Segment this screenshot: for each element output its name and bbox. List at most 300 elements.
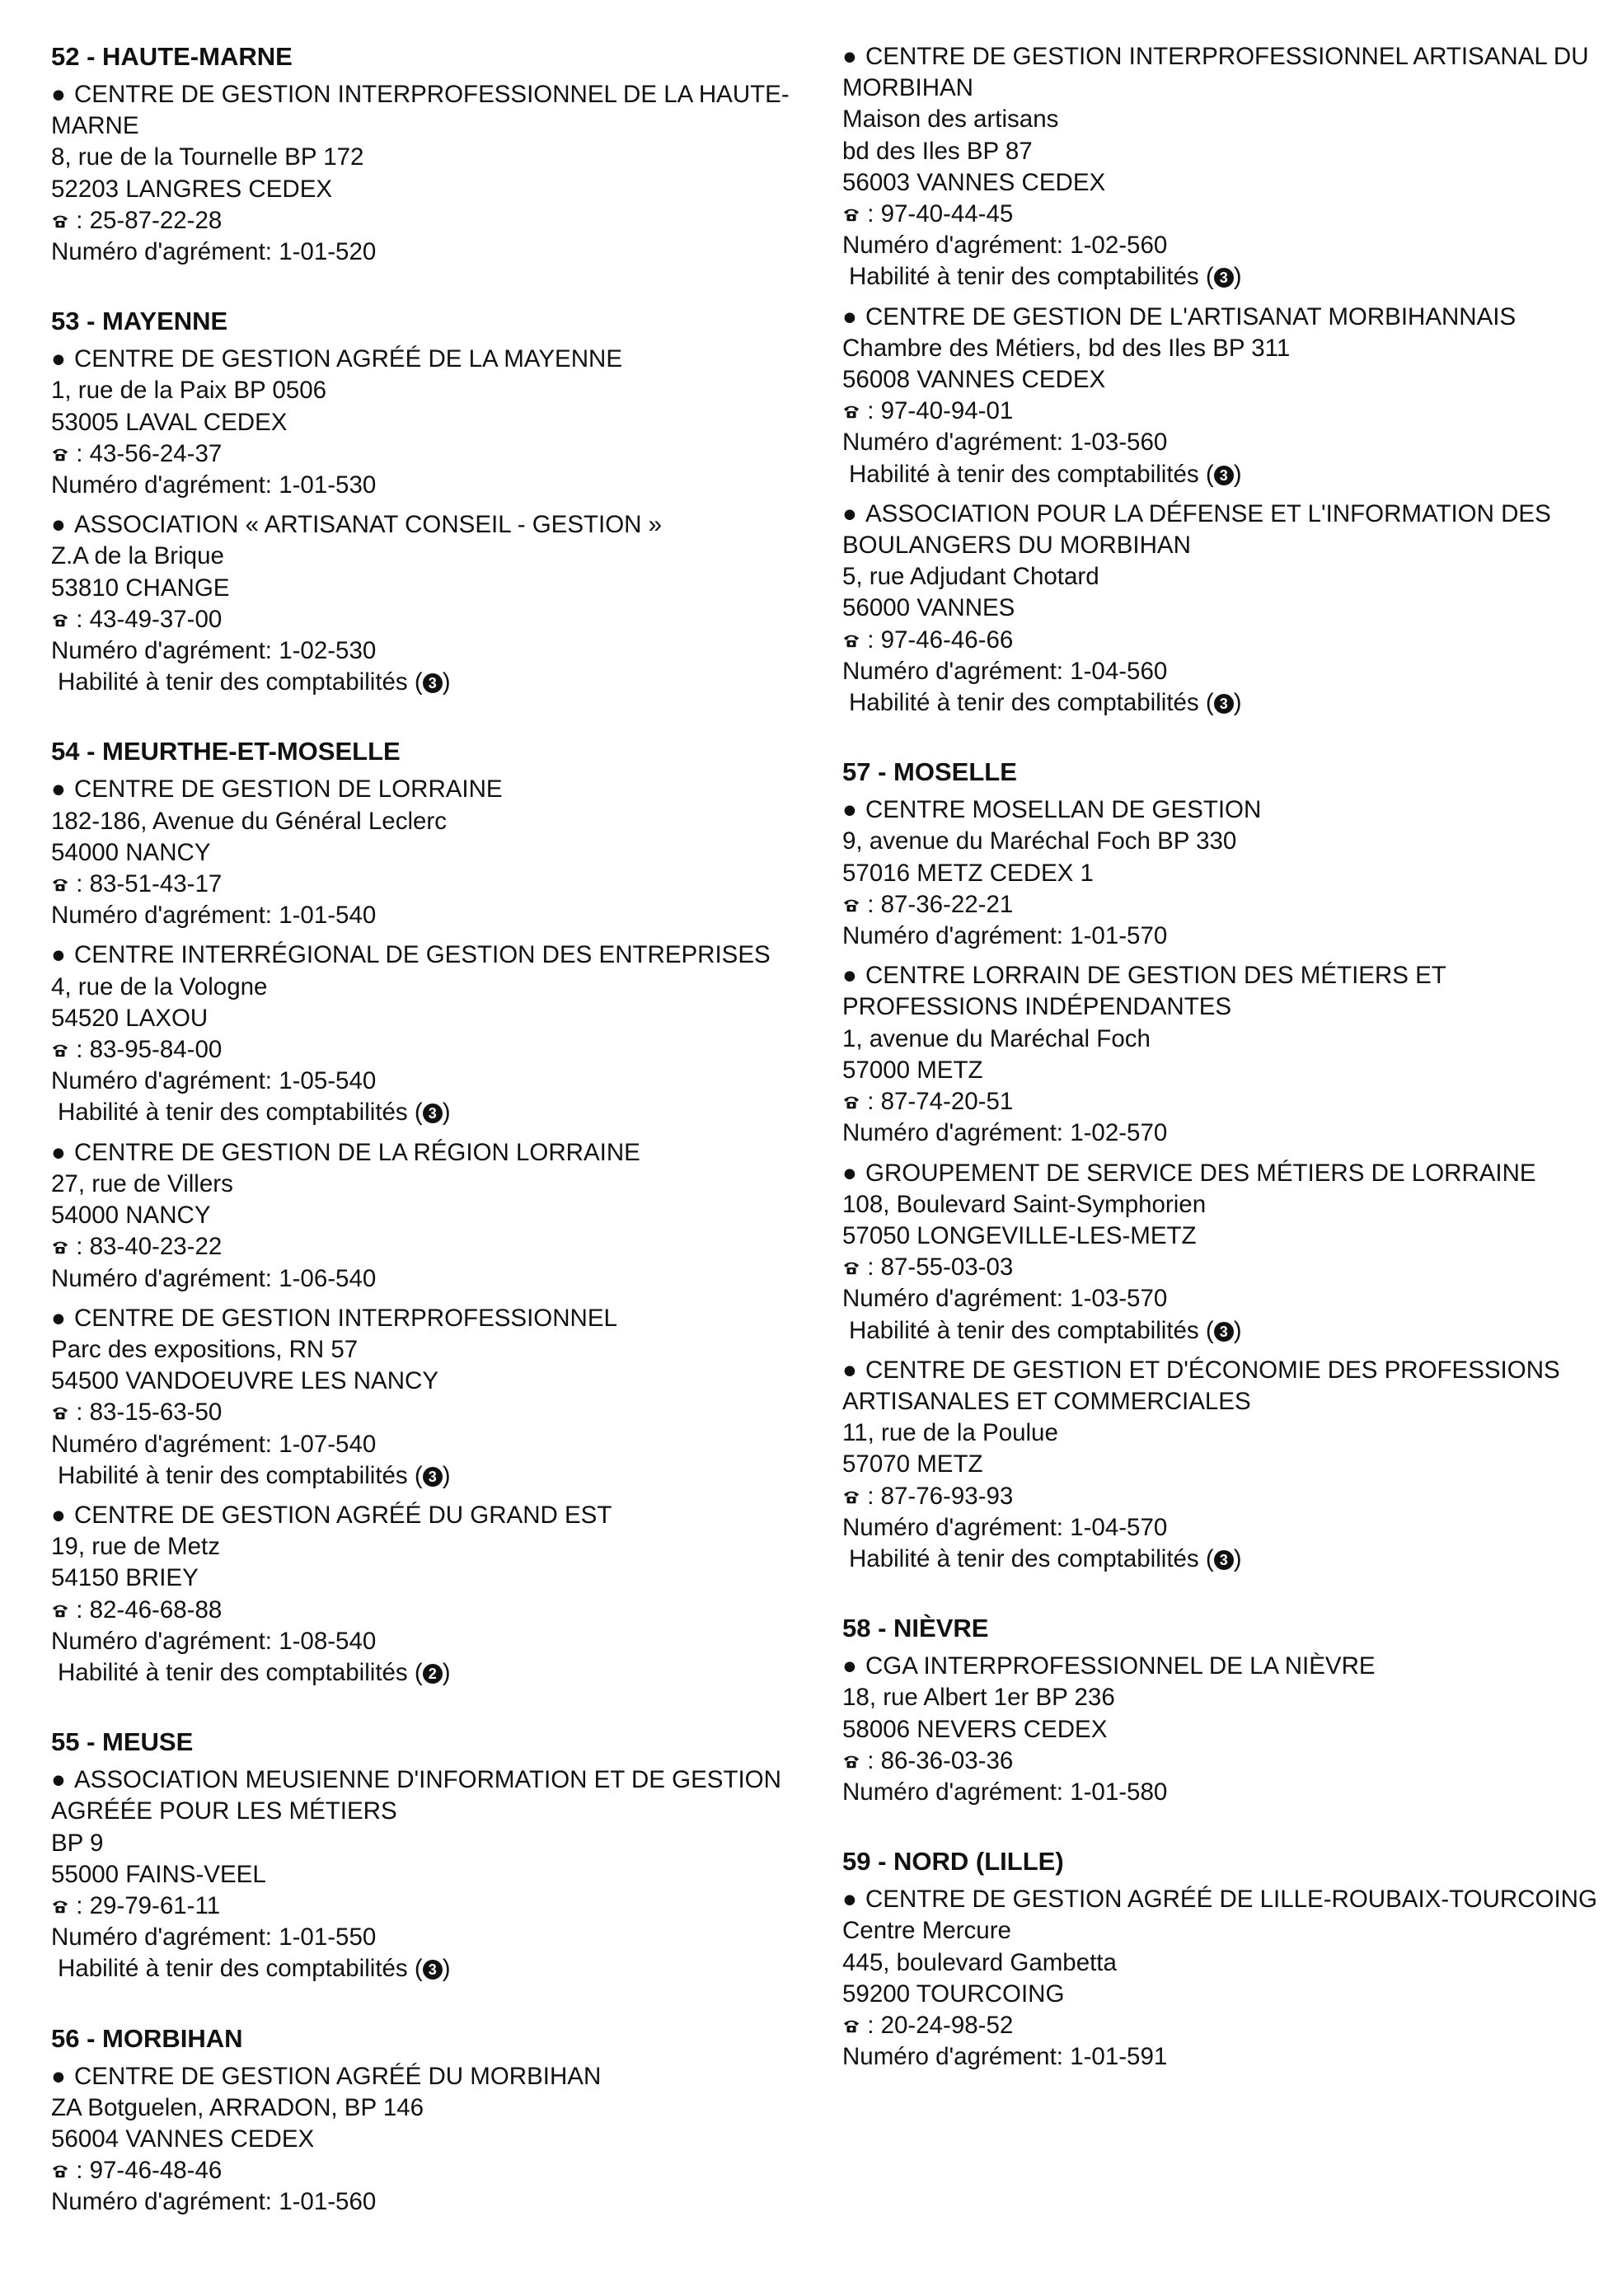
agrement-label: Numéro d'agrément: xyxy=(842,429,1071,457)
department-section xyxy=(842,757,1601,1575)
bullet-icon: ● xyxy=(51,1304,66,1332)
agrement-number: 1-01-591 xyxy=(1070,2043,1168,2071)
address-line: BP 9 xyxy=(51,1829,104,1857)
agrement-number: 1-08-540 xyxy=(279,1627,377,1655)
organization-entry xyxy=(51,1303,793,1492)
phone-prefix: : xyxy=(860,1088,881,1116)
phone-line xyxy=(842,1745,1601,1777)
address-line: 57070 METZ xyxy=(842,1450,983,1478)
organization-name-line xyxy=(842,41,1601,104)
bullet-icon: ● xyxy=(842,796,857,824)
phone-number: 43-56-24-37 xyxy=(89,439,223,467)
agrement-label: Numéro d'agrément: xyxy=(51,902,279,930)
habilite-number-badge: 3 xyxy=(423,673,443,693)
phone-number: 97-46-46-66 xyxy=(880,626,1014,654)
phone-line xyxy=(842,396,1601,427)
phone-number: 97-40-94-01 xyxy=(880,397,1014,425)
agrement-line xyxy=(842,1777,1601,1808)
department-section xyxy=(842,1846,1601,2073)
phone-line xyxy=(51,1397,793,1428)
department-heading: 55 - MEUSE xyxy=(51,1727,194,1757)
agrement-label: Numéro d'agrément: xyxy=(842,1513,1071,1541)
phone-line xyxy=(842,2010,1601,2041)
agrement-number: 1-07-540 xyxy=(279,1430,377,1458)
address-line: Centre Mercure xyxy=(842,1917,1011,1945)
organization-entry xyxy=(842,1355,1601,1575)
bullet-icon: ● xyxy=(51,1501,66,1529)
address-line: 108, Boulevard Saint-Symphorien xyxy=(842,1190,1207,1218)
address-line: 54000 NANCY xyxy=(51,838,211,866)
bullet-icon: ● xyxy=(51,775,66,804)
agrement-line xyxy=(842,1283,1601,1314)
organization-name: CENTRE DE GESTION AGRÉÉ DU GRAND EST xyxy=(74,1501,612,1529)
bullet-icon: ● xyxy=(842,43,857,70)
agrement-label: Numéro d'agrément: xyxy=(51,471,279,499)
address-line: 19, rue de Metz xyxy=(51,1533,220,1561)
department-section xyxy=(51,41,793,268)
agrement-number: 1-01-530 xyxy=(279,471,377,499)
telephone-icon xyxy=(51,2157,69,2175)
habilite-suffix: ) xyxy=(1233,460,1242,488)
habilite-number-badge: 3 xyxy=(423,1467,443,1487)
phone-number: 82-46-68-88 xyxy=(89,1595,223,1624)
address-line: 9, avenue du Maréchal Foch BP 330 xyxy=(842,827,1237,855)
habilite-label: Habilité à tenir des comptabilités ( xyxy=(849,263,1214,291)
bullet-icon: ● xyxy=(842,1886,857,1914)
organization-entry xyxy=(51,344,793,501)
address-line: 8, rue de la Tournelle BP 172 xyxy=(51,143,364,171)
habilite-line xyxy=(842,1315,1601,1347)
department-heading: 58 - NIÈVRE xyxy=(842,1614,989,1643)
organization-entry xyxy=(51,1764,793,1984)
organization-name: CENTRE DE GESTION ET D'ÉCONOMIE DES PROFESSIONS ARTISANALES ET COMMERCIALES xyxy=(842,1356,1560,1415)
telephone-icon xyxy=(842,626,860,644)
address-line: 57000 METZ xyxy=(842,1056,983,1084)
phone-prefix: : xyxy=(69,439,90,467)
organization-name-line xyxy=(51,509,793,541)
agrement-line xyxy=(51,635,793,667)
address-line: 57050 LONGEVILLE-LES-METZ xyxy=(842,1221,1197,1249)
organization-name-line xyxy=(51,939,793,971)
phone-prefix: : xyxy=(69,605,90,633)
habilite-number-badge: 3 xyxy=(1214,694,1234,714)
telephone-icon xyxy=(51,440,69,458)
phone-number: 83-51-43-17 xyxy=(89,870,223,898)
organization-name-line xyxy=(51,1764,793,1827)
bullet-icon: ● xyxy=(51,81,66,108)
agrement-number: 1-06-540 xyxy=(279,1264,377,1292)
phone-prefix: : xyxy=(860,1482,881,1510)
phone-prefix: : xyxy=(69,206,90,234)
department-section xyxy=(51,736,793,1689)
phone-line xyxy=(51,438,793,470)
agrement-label: Numéro d'agrément: xyxy=(51,1627,279,1655)
phone-number: 87-74-20-51 xyxy=(880,1088,1014,1116)
address-line: 54520 LAXOU xyxy=(51,1004,209,1032)
habilite-suffix: ) xyxy=(442,668,451,696)
habilite-number-badge: 3 xyxy=(1214,466,1234,485)
organization-entry xyxy=(51,1500,793,1689)
agrement-line xyxy=(51,237,793,268)
phone-prefix: : xyxy=(860,397,881,425)
organization-name-line xyxy=(842,960,1601,1023)
agrement-line xyxy=(842,1118,1601,1149)
telephone-icon xyxy=(842,2012,860,2030)
organization-name-line xyxy=(842,1355,1601,1417)
agrement-number: 1-01-570 xyxy=(1070,922,1168,950)
telephone-icon xyxy=(842,1483,860,1501)
habilite-line xyxy=(51,1657,793,1689)
phone-line xyxy=(842,199,1601,230)
telephone-icon xyxy=(51,1892,69,1910)
phone-line xyxy=(51,1034,793,1066)
organization-entry xyxy=(842,960,1601,1149)
department-heading: 53 - MAYENNE xyxy=(51,307,228,336)
habilite-label: Habilité à tenir des comptabilités ( xyxy=(849,460,1214,488)
organization-name-line xyxy=(51,1303,793,1334)
phone-line xyxy=(51,1231,793,1263)
habilite-suffix: ) xyxy=(1233,689,1242,717)
organization-entry xyxy=(51,79,793,268)
address-line: Z.A de la Brique xyxy=(51,542,224,570)
department-heading: 57 - MOSELLE xyxy=(842,757,1017,787)
phone-line xyxy=(51,205,793,237)
phone-prefix: : xyxy=(860,890,881,918)
agrement-number: 1-01-560 xyxy=(279,2188,377,2216)
bullet-icon: ● xyxy=(51,511,66,539)
address-line: 57016 METZ CEDEX 1 xyxy=(842,859,1094,887)
habilite-line xyxy=(51,1460,793,1492)
organization-entry xyxy=(51,1137,793,1295)
bullet-icon: ● xyxy=(842,1652,857,1680)
department-section xyxy=(842,41,1601,719)
phone-prefix: : xyxy=(69,1891,90,1919)
address-line: 56004 VANNES CEDEX xyxy=(51,2125,315,2153)
organization-name: CENTRE DE GESTION INTERPROFESSIONNEL xyxy=(74,1304,617,1332)
organization-entry xyxy=(842,1884,1601,2073)
bullet-icon: ● xyxy=(842,1356,857,1384)
agrement-line xyxy=(51,900,793,931)
department-section xyxy=(51,1727,793,1984)
organization-entry xyxy=(842,794,1601,952)
address-line: 53005 LAVAL CEDEX xyxy=(51,408,288,436)
address-line: 55000 FAINS-VEEL xyxy=(51,1860,266,1888)
address-line: 182-186, Avenue du Général Leclerc xyxy=(51,807,447,835)
telephone-icon xyxy=(51,1399,69,1417)
habilite-number-badge: 3 xyxy=(423,1103,443,1123)
organization-name-line xyxy=(842,499,1601,561)
address-line: 56003 VANNES CEDEX xyxy=(842,168,1106,196)
phone-line xyxy=(842,1086,1601,1118)
habilite-suffix: ) xyxy=(1233,1316,1242,1344)
organization-entry xyxy=(842,499,1601,719)
telephone-icon xyxy=(51,1233,69,1251)
agrement-label: Numéro d'agrément: xyxy=(51,2188,279,2216)
organization-entry xyxy=(51,509,793,698)
right-column xyxy=(842,41,1601,2111)
department-section xyxy=(51,2023,793,2219)
agrement-line xyxy=(842,1512,1601,1544)
address-line: bd des Iles BP 87 xyxy=(842,137,1033,165)
organization-name-line xyxy=(842,1651,1601,1682)
agrement-number: 1-01-580 xyxy=(1070,1778,1168,1806)
organization-name-line xyxy=(842,1158,1601,1189)
phone-line xyxy=(51,604,793,635)
agrement-label: Numéro d'agrément: xyxy=(842,1119,1071,1147)
bullet-icon: ● xyxy=(51,1138,66,1166)
phone-prefix: : xyxy=(69,1036,90,1064)
address-line: 1, avenue du Maréchal Foch xyxy=(842,1024,1151,1052)
organization-name: CENTRE DE GESTION AGRÉÉ DU MORBIHAN xyxy=(74,2062,602,2090)
agrement-number: 1-01-550 xyxy=(279,1923,377,1952)
habilite-suffix: ) xyxy=(1233,1544,1242,1572)
agrement-line xyxy=(51,470,793,501)
address-line: Chambre des Métiers, bd des Iles BP 311 xyxy=(842,334,1291,362)
bullet-icon: ● xyxy=(842,302,857,330)
phone-number: 87-76-93-93 xyxy=(880,1482,1014,1510)
telephone-icon xyxy=(842,1253,860,1272)
department-heading: 59 - NORD (LILLE) xyxy=(842,1847,1064,1877)
agrement-line xyxy=(51,2186,793,2218)
agrement-line xyxy=(842,656,1601,687)
phone-prefix: : xyxy=(69,870,90,898)
agrement-label: Numéro d'agrément: xyxy=(51,1067,279,1095)
agrement-label: Numéro d'agrément: xyxy=(842,1285,1071,1313)
agrement-number: 1-01-520 xyxy=(279,238,377,266)
habilite-line xyxy=(51,1953,793,1984)
organization-name: CENTRE INTERRÉGIONAL DE GESTION DES ENTREPRISES xyxy=(74,941,771,969)
agrement-number: 1-03-570 xyxy=(1070,1285,1168,1313)
agrement-label: Numéro d'agrément: xyxy=(842,922,1071,950)
agrement-label: Numéro d'agrément: xyxy=(842,657,1071,685)
agrement-line xyxy=(842,2041,1601,2073)
address-line: 5, rue Adjudant Chotard xyxy=(842,563,1099,591)
left-column xyxy=(51,41,793,2256)
address-line: 56008 VANNES CEDEX xyxy=(842,366,1106,394)
agrement-label: Numéro d'agrément: xyxy=(51,637,279,665)
telephone-icon xyxy=(51,606,69,624)
organization-name: CENTRE DE GESTION INTERPROFESSIONNEL ARTISANAL DU MORBIHAN xyxy=(842,43,1589,102)
habilite-number-badge: 3 xyxy=(423,1960,443,1980)
organization-name-line xyxy=(51,344,793,375)
habilite-suffix: ) xyxy=(442,1461,451,1489)
agrement-number: 1-05-540 xyxy=(279,1067,377,1095)
address-line: 1, rue de la Paix BP 0506 xyxy=(51,377,327,405)
agrement-label: Numéro d'agrément: xyxy=(51,1923,279,1952)
organization-name: CENTRE DE GESTION AGRÉÉ DE LILLE-ROUBAIX-TOURCOING xyxy=(865,1886,1597,1914)
address-line: 4, rue de la Vologne xyxy=(51,972,268,1000)
phone-line xyxy=(51,1595,793,1626)
organization-name: CENTRE LORRAIN DE GESTION DES MÉTIERS ET PROFESSIONS INDÉPENDANTES xyxy=(842,962,1446,1021)
address-line: 445, boulevard Gambetta xyxy=(842,1948,1117,1976)
agrement-label: Numéro d'agrément: xyxy=(842,232,1071,260)
habilite-label: Habilité à tenir des comptabilités ( xyxy=(849,1544,1214,1572)
organization-name: CGA INTERPROFESSIONNEL DE LA NIÈVRE xyxy=(865,1652,1376,1680)
address-line: 27, rue de Villers xyxy=(51,1169,233,1197)
organization-name-line xyxy=(842,794,1601,826)
organization-name: CENTRE MOSELLAN DE GESTION xyxy=(865,796,1262,824)
habilite-suffix: ) xyxy=(442,1099,451,1127)
organization-entry xyxy=(842,1158,1601,1347)
address-line: Maison des artisans xyxy=(842,105,1059,134)
habilite-number-badge: 3 xyxy=(1214,1322,1234,1342)
agrement-line xyxy=(51,1626,793,1657)
agrement-number: 1-02-570 xyxy=(1070,1119,1168,1147)
habilite-number-badge: 3 xyxy=(1214,1550,1234,1570)
phone-number: 97-40-44-45 xyxy=(880,200,1014,228)
phone-number: 20-24-98-52 xyxy=(880,2011,1014,2039)
agrement-number: 1-03-560 xyxy=(1070,429,1168,457)
agrement-line xyxy=(842,230,1601,261)
department-heading: 56 - MORBIHAN xyxy=(51,2023,243,2053)
address-line: Parc des expositions, RN 57 xyxy=(51,1335,359,1363)
habilite-line xyxy=(51,667,793,698)
phone-prefix: : xyxy=(860,2011,881,2039)
bullet-icon: ● xyxy=(51,2062,66,2090)
agrement-label: Numéro d'agrément: xyxy=(842,1778,1071,1806)
agrement-line xyxy=(51,1429,793,1460)
telephone-icon xyxy=(842,1747,860,1765)
phone-number: 83-40-23-22 xyxy=(89,1233,223,1261)
habilite-suffix: ) xyxy=(1233,263,1242,291)
address-line: 54000 NANCY xyxy=(51,1202,211,1230)
phone-line xyxy=(842,889,1601,921)
agrement-number: 1-01-540 xyxy=(279,902,377,930)
telephone-icon xyxy=(842,397,860,415)
department-heading: 52 - HAUTE-MARNE xyxy=(51,42,293,71)
agrement-line xyxy=(842,427,1601,458)
telephone-icon xyxy=(842,1088,860,1106)
telephone-icon xyxy=(51,1596,69,1614)
phone-number: 83-15-63-50 xyxy=(89,1399,223,1427)
bullet-icon: ● xyxy=(51,1766,66,1794)
address-line: 58006 NEVERS CEDEX xyxy=(842,1715,1108,1743)
phone-number: 97-46-48-46 xyxy=(89,2157,223,2185)
habilite-label: Habilité à tenir des comptabilités ( xyxy=(58,668,423,696)
habilite-line xyxy=(842,261,1601,293)
address-line: 52203 LANGRES CEDEX xyxy=(51,175,333,203)
habilite-suffix: ) xyxy=(442,1955,451,1983)
telephone-icon xyxy=(51,1036,69,1054)
telephone-icon xyxy=(842,891,860,909)
agrement-line xyxy=(51,1066,793,1097)
phone-line xyxy=(842,625,1601,656)
phone-number: 83-95-84-00 xyxy=(89,1036,223,1064)
address-line: 11, rue de la Poulue xyxy=(842,1419,1058,1447)
telephone-icon xyxy=(51,207,69,225)
organization-entry xyxy=(51,774,793,931)
bullet-icon: ● xyxy=(51,941,66,969)
phone-number: 87-55-03-03 xyxy=(880,1253,1014,1282)
agrement-label: Numéro d'agrément: xyxy=(51,1264,279,1292)
habilite-line xyxy=(51,1097,793,1128)
organization-name-line xyxy=(842,1884,1601,1915)
organization-name-line xyxy=(51,774,793,805)
organization-name-line xyxy=(51,1137,793,1169)
address-line: 18, rue Albert 1er BP 236 xyxy=(842,1684,1115,1712)
organization-name: CENTRE DE GESTION DE LORRAINE xyxy=(74,775,503,804)
address-line: 56000 VANNES xyxy=(842,594,1015,622)
habilite-label: Habilité à tenir des comptabilités ( xyxy=(58,1658,423,1686)
habilite-suffix: ) xyxy=(442,1658,451,1686)
phone-prefix: : xyxy=(860,1746,881,1774)
agrement-label: Numéro d'agrément: xyxy=(51,238,279,266)
telephone-icon xyxy=(51,870,69,888)
habilite-label: Habilité à tenir des comptabilités ( xyxy=(58,1955,423,1983)
organization-name: ASSOCIATION « ARTISANAT CONSEIL - GESTION » xyxy=(74,511,663,539)
telephone-icon xyxy=(842,200,860,218)
organization-entry xyxy=(51,2061,793,2219)
phone-number: 87-36-22-21 xyxy=(880,890,1014,918)
address-line: 54500 VANDOEUVRE LES NANCY xyxy=(51,1367,438,1395)
organization-name: CENTRE DE GESTION DE L'ARTISANAT MORBIHANNAIS xyxy=(865,302,1517,330)
bullet-icon: ● xyxy=(842,962,857,990)
address-line: 54150 BRIEY xyxy=(51,1564,199,1592)
address-line: 59200 TOURCOING xyxy=(842,1980,1065,2008)
habilite-label: Habilité à tenir des comptabilités ( xyxy=(58,1099,423,1127)
organization-name-line xyxy=(51,2061,793,2092)
agrement-label: Numéro d'agrément: xyxy=(51,1430,279,1458)
phone-prefix: : xyxy=(69,1399,90,1427)
agrement-number: 1-04-560 xyxy=(1070,657,1168,685)
agrement-number: 1-02-530 xyxy=(279,637,377,665)
phone-prefix: : xyxy=(69,2157,90,2185)
habilite-number-badge: 3 xyxy=(1214,268,1234,288)
organization-name: ASSOCIATION POUR LA DÉFENSE ET L'INFORMATION DES BOULANGERS DU MORBIHAN xyxy=(842,499,1551,560)
habilite-label: Habilité à tenir des comptabilités ( xyxy=(849,689,1214,717)
bullet-icon: ● xyxy=(51,345,66,373)
organization-name: GROUPEMENT DE SERVICE DES MÉTIERS DE LORRAINE xyxy=(865,1159,1536,1187)
phone-line xyxy=(51,869,793,900)
phone-line xyxy=(51,1891,793,1922)
habilite-line xyxy=(842,687,1601,719)
organization-entry xyxy=(842,302,1601,490)
phone-number: 43-49-37-00 xyxy=(89,605,223,633)
phone-number: 29-79-61-11 xyxy=(89,1891,221,1919)
habilite-label: Habilité à tenir des comptabilités ( xyxy=(849,1316,1214,1344)
agrement-line xyxy=(51,1922,793,1953)
department-section xyxy=(842,1613,1601,1808)
address-line: ZA Botguelen, ARRADON, BP 146 xyxy=(51,2093,424,2121)
department-section xyxy=(51,306,793,698)
phone-prefix: : xyxy=(69,1595,90,1624)
phone-number: 25-87-22-28 xyxy=(89,206,223,234)
department-heading: 54 - MEURTHE-ET-MOSELLE xyxy=(51,737,401,766)
agrement-number: 1-02-560 xyxy=(1070,232,1168,260)
organization-entry xyxy=(842,41,1601,293)
habilite-line xyxy=(842,1544,1601,1575)
agrement-line xyxy=(51,1263,793,1295)
phone-prefix: : xyxy=(69,1233,90,1261)
agrement-number: 1-04-570 xyxy=(1070,1513,1168,1541)
habilite-number-badge: 2 xyxy=(423,1664,443,1684)
phone-line xyxy=(842,1252,1601,1283)
organization-name-line xyxy=(842,302,1601,333)
agrement-line xyxy=(842,921,1601,952)
bullet-icon: ● xyxy=(842,499,857,527)
organization-name: CENTRE DE GESTION INTERPROFESSIONNEL DE LA HAUTE-MARNE xyxy=(51,81,790,140)
phone-prefix: : xyxy=(860,626,881,654)
organization-name: ASSOCIATION MEUSIENNE D'INFORMATION ET DE GESTION AGRÉÉE POUR LES MÉTIERS xyxy=(51,1766,781,1825)
phone-prefix: : xyxy=(860,200,881,228)
organization-name: CENTRE DE GESTION DE LA RÉGION LORRAINE xyxy=(74,1138,640,1166)
phone-prefix: : xyxy=(860,1253,881,1282)
phone-line xyxy=(51,2155,793,2186)
organization-entry xyxy=(51,939,793,1128)
habilite-label: Habilité à tenir des comptabilités ( xyxy=(58,1461,423,1489)
address-line: 53810 CHANGE xyxy=(51,574,230,602)
organization-name-line xyxy=(51,79,793,142)
